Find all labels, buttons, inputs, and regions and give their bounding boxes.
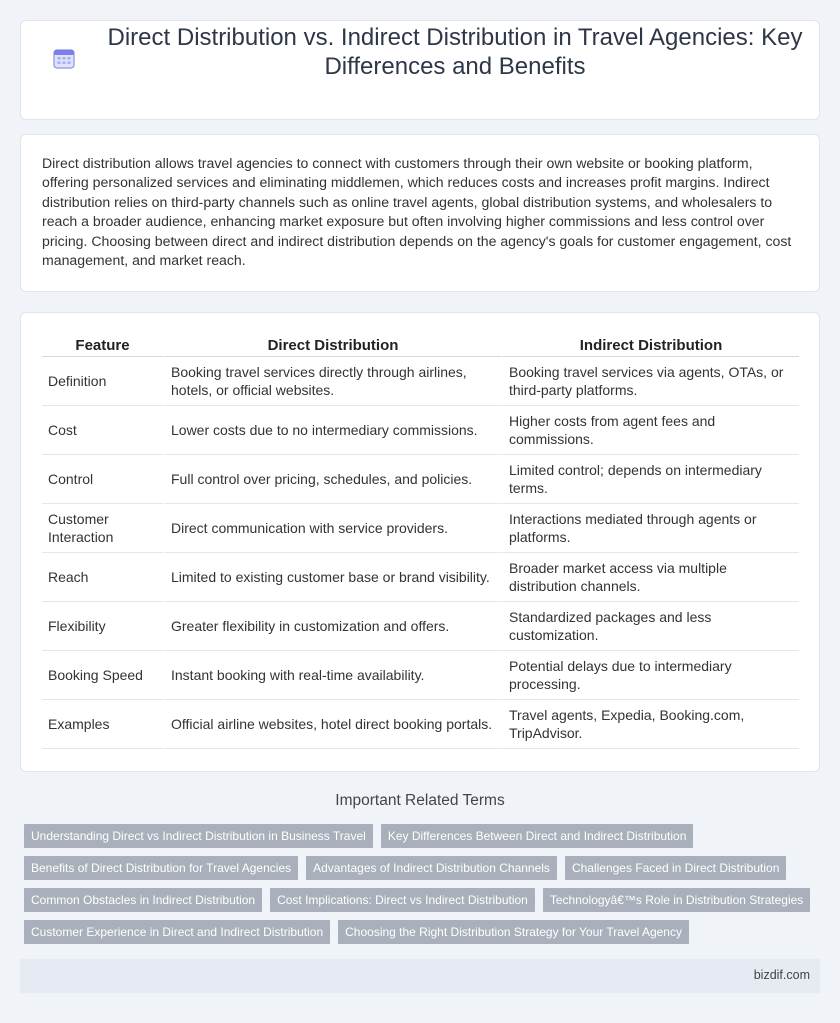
table-row (42, 651, 799, 700)
table-row (42, 553, 799, 602)
calendar-icon (52, 46, 76, 70)
direct-cell: Direct communication with service providers. (163, 504, 501, 553)
table-row (42, 700, 799, 749)
direct-cell: Instant booking with real-time availability. (163, 651, 501, 700)
related-term-link[interactable]: Advantages of Indirect Distribution Channels (306, 856, 557, 880)
table-row (42, 602, 799, 651)
indirect-cell: Travel agents, Expedia, Booking.com, TripAdvisor. (501, 700, 799, 749)
page-title: Direct Distribution vs. Indirect Distribution in Travel Agencies: Key Differences and Benefits (107, 24, 803, 80)
feature-cell: Booking Speed (42, 651, 163, 700)
related-term-link[interactable]: Common Obstacles in Indirect Distribution (24, 888, 262, 912)
related-terms-title: Important Related Terms (335, 792, 505, 809)
related-term-link[interactable]: Key Differences Between Direct and Indirect Distribution (381, 824, 694, 848)
related-term-link[interactable]: Benefits of Direct Distribution for Travel Agencies (24, 856, 298, 880)
direct-cell: Full control over pricing, schedules, and policies. (163, 455, 501, 504)
tag-row (24, 856, 824, 880)
table-header-row (42, 334, 799, 357)
table-row (42, 357, 799, 406)
site-name[interactable]: bizdif.com (753, 968, 810, 982)
footer (20, 959, 820, 993)
indirect-cell: Interactions mediated through agents or platforms. (501, 504, 799, 553)
tag-row (24, 888, 824, 912)
indirect-cell: Potential delays due to intermediary processing. (501, 651, 799, 700)
indirect-cell: Broader market access via multiple distribution channels. (501, 553, 799, 602)
indirect-cell: Standardized packages and less customization. (501, 602, 799, 651)
table-row (42, 406, 799, 455)
tag-row (24, 824, 824, 848)
feature-cell: Examples (42, 700, 163, 749)
intro-paragraph: Direct distribution allows travel agencies to connect with customers through their own website or booking platform, offering personalized services and eliminating middlemen, which reduces costs and increases profit margins. Indirect distribution relies on third-party channels such as online travel agents, global distribution systems, and wholesalers to reach a broader audience, enhancing market exposure but often involving higher commissions and less control over pricing. Choosing between direct and indirect distribution depends on the agency's goals for customer engagement, cost management, and market reach. (42, 155, 792, 269)
comparison-card (20, 312, 820, 772)
header-feature: Feature (42, 334, 163, 357)
related-term-link[interactable]: Customer Experience in Direct and Indirect Distribution (24, 920, 330, 944)
header-direct: Direct Distribution (163, 334, 501, 357)
indirect-cell: Booking travel services via agents, OTAs, or third-party platforms. (501, 357, 799, 406)
feature-cell: Control (42, 455, 163, 504)
feature-cell: Cost (42, 406, 163, 455)
direct-cell: Booking travel services directly through airlines, hotels, or official websites. (163, 357, 501, 406)
header-indirect: Indirect Distribution (501, 334, 799, 357)
related-term-link[interactable]: Cost Implications: Direct vs Indirect Distribution (270, 888, 535, 912)
related-term-link[interactable]: Choosing the Right Distribution Strategy for Your Travel Agency (338, 920, 689, 944)
feature-cell: Customer Interaction (42, 504, 163, 553)
feature-cell: Definition (42, 357, 163, 406)
indirect-cell: Higher costs from agent fees and commissions. (501, 406, 799, 455)
table-row (42, 504, 799, 553)
direct-cell: Limited to existing customer base or brand visibility. (163, 553, 501, 602)
table-row (42, 455, 799, 504)
related-term-link[interactable]: Technologyâ€™s Role in Distribution Strategies (543, 888, 810, 912)
related-terms-list (24, 824, 824, 952)
feature-cell: Reach (42, 553, 163, 602)
direct-cell: Official airline websites, hotel direct booking portals. (163, 700, 501, 749)
feature-cell: Flexibility (42, 602, 163, 651)
direct-cell: Greater flexibility in customization and offers. (163, 602, 501, 651)
related-term-link[interactable]: Understanding Direct vs Indirect Distribution in Business Travel (24, 824, 373, 848)
indirect-cell: Limited control; depends on intermediary terms. (501, 455, 799, 504)
comparison-table (42, 334, 799, 749)
tag-row (24, 920, 824, 944)
intro-card (20, 134, 820, 292)
related-term-link[interactable]: Challenges Faced in Direct Distribution (565, 856, 786, 880)
direct-cell: Lower costs due to no intermediary commissions. (163, 406, 501, 455)
